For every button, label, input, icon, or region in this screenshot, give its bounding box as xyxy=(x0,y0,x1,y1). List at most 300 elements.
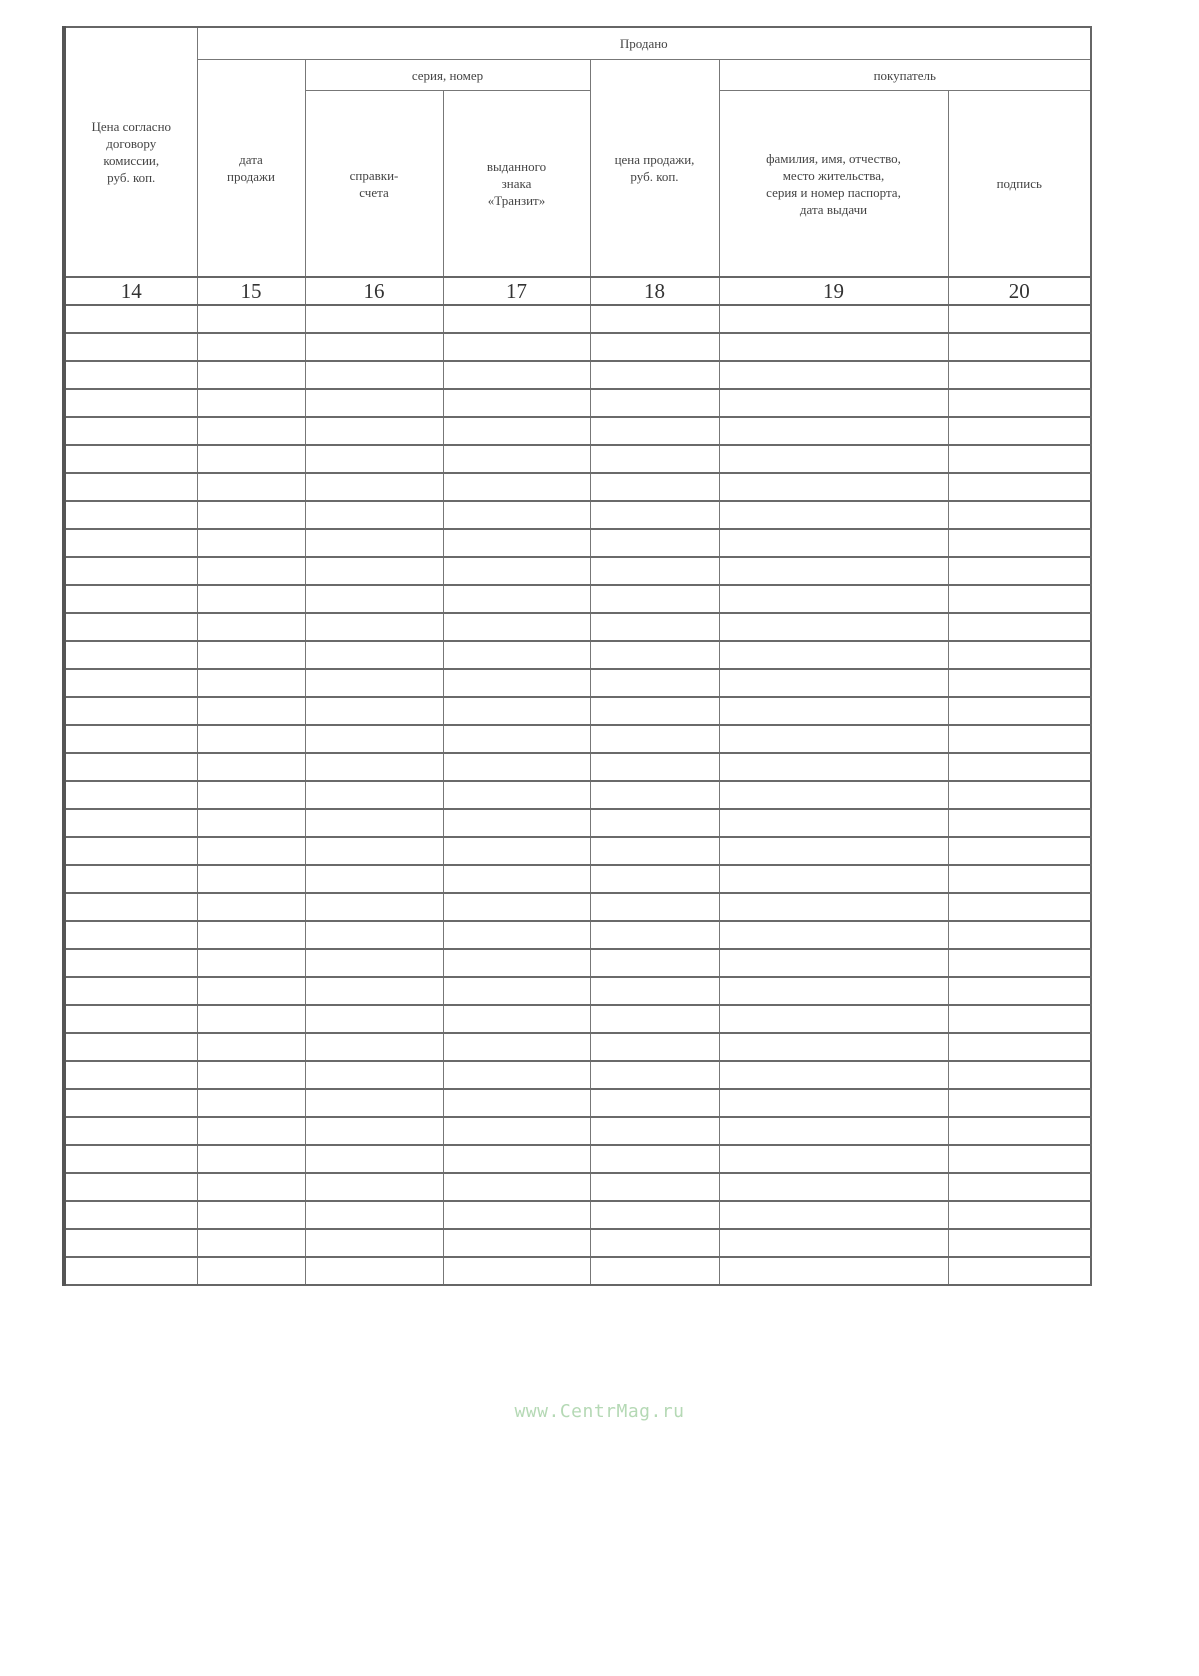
ledger-cell[interactable] xyxy=(948,333,1091,361)
ledger-cell[interactable] xyxy=(197,417,305,445)
ledger-cell[interactable] xyxy=(443,1005,590,1033)
ledger-cell[interactable] xyxy=(443,725,590,753)
ledger-cell[interactable] xyxy=(64,1061,197,1089)
ledger-cell[interactable] xyxy=(197,669,305,697)
ledger-cell[interactable] xyxy=(719,893,948,921)
header-price-by-contract: Цена согласно договору комиссии, руб. коп. xyxy=(64,27,197,277)
ledger-cell[interactable] xyxy=(197,389,305,417)
ledger-cell[interactable] xyxy=(719,1033,948,1061)
ledger-cell[interactable] xyxy=(197,305,305,333)
header-buyer-group: покупатель xyxy=(719,60,1091,91)
ledger-cell[interactable] xyxy=(197,977,305,1005)
ledger-cell[interactable] xyxy=(197,837,305,865)
ledger-cell[interactable] xyxy=(948,641,1091,669)
ledger-cell[interactable] xyxy=(197,753,305,781)
ledger-cell[interactable] xyxy=(719,361,948,389)
ledger-row xyxy=(64,1033,1091,1061)
ledger-cell[interactable] xyxy=(590,1257,719,1285)
ledger-cell[interactable] xyxy=(197,361,305,389)
column-number: 20 xyxy=(948,277,1091,305)
ledger-cell[interactable] xyxy=(590,1117,719,1145)
ledger-cell[interactable] xyxy=(443,753,590,781)
ledger-cell[interactable] xyxy=(719,1229,948,1257)
ledger-cell[interactable] xyxy=(64,473,197,501)
ledger-cell[interactable] xyxy=(305,361,443,389)
ledger-cell[interactable] xyxy=(305,305,443,333)
ledger-cell[interactable] xyxy=(590,389,719,417)
ledger-cell[interactable] xyxy=(443,333,590,361)
ledger-cell[interactable] xyxy=(197,1005,305,1033)
ledger-cell[interactable] xyxy=(590,417,719,445)
ledger-cell[interactable] xyxy=(948,305,1091,333)
ledger-cell[interactable] xyxy=(197,1173,305,1201)
ledger-cell[interactable] xyxy=(443,445,590,473)
ledger-cell[interactable] xyxy=(948,501,1091,529)
ledger-cell[interactable] xyxy=(590,613,719,641)
ledger-cell[interactable] xyxy=(443,697,590,725)
ledger-cell[interactable] xyxy=(197,613,305,641)
ledger-cell[interactable] xyxy=(197,641,305,669)
ledger-cell[interactable] xyxy=(197,1033,305,1061)
ledger-cell[interactable] xyxy=(64,361,197,389)
ledger-cell[interactable] xyxy=(719,1005,948,1033)
column-number: 14 xyxy=(64,277,197,305)
ledger-cell[interactable] xyxy=(64,697,197,725)
ledger-cell[interactable] xyxy=(719,1201,948,1229)
ledger-cell[interactable] xyxy=(948,557,1091,585)
ledger-row xyxy=(64,1145,1091,1173)
ledger-cell[interactable] xyxy=(590,529,719,557)
ledger-cell[interactable] xyxy=(305,893,443,921)
ledger-cell[interactable] xyxy=(590,641,719,669)
ledger-cell[interactable] xyxy=(719,1173,948,1201)
ledger-cell[interactable] xyxy=(64,1257,197,1285)
ledger-cell[interactable] xyxy=(64,809,197,837)
ledger-cell[interactable] xyxy=(590,781,719,809)
ledger-cell[interactable] xyxy=(948,445,1091,473)
ledger-row xyxy=(64,949,1091,977)
ledger-cell[interactable] xyxy=(948,473,1091,501)
ledger-cell[interactable] xyxy=(590,361,719,389)
ledger-cell[interactable] xyxy=(197,949,305,977)
ledger-cell[interactable] xyxy=(590,1173,719,1201)
ledger-cell[interactable] xyxy=(590,1229,719,1257)
ledger-cell[interactable] xyxy=(719,837,948,865)
header-buyer-details: фамилия, имя, отчество, место жительства, серия и номер паспорта, дата выдачи xyxy=(719,91,948,278)
ledger-cell[interactable] xyxy=(948,893,1091,921)
header-sale-date: дата продажи xyxy=(197,60,305,278)
ledger-row xyxy=(64,921,1091,949)
ledger-cell[interactable] xyxy=(305,949,443,977)
ledger-cell[interactable] xyxy=(197,697,305,725)
ledger-cell[interactable] xyxy=(197,1145,305,1173)
ledger-row xyxy=(64,417,1091,445)
ledger-cell[interactable] xyxy=(590,1005,719,1033)
ledger-row xyxy=(64,1257,1091,1285)
ledger-cell[interactable] xyxy=(948,949,1091,977)
ledger-cell[interactable] xyxy=(64,557,197,585)
ledger-cell[interactable] xyxy=(590,1201,719,1229)
ledger-cell[interactable] xyxy=(719,557,948,585)
ledger-row xyxy=(64,669,1091,697)
ledger-cell[interactable] xyxy=(719,977,948,1005)
ledger-cell[interactable] xyxy=(590,893,719,921)
ledger-cell[interactable] xyxy=(64,865,197,893)
ledger-cell[interactable] xyxy=(719,529,948,557)
column-number: 17 xyxy=(443,277,590,305)
header-sale-group: Продано xyxy=(197,27,1091,60)
ledger-cell[interactable] xyxy=(948,1005,1091,1033)
ledger-cell[interactable] xyxy=(948,1145,1091,1173)
ledger-cell[interactable] xyxy=(443,557,590,585)
ledger-cell[interactable] xyxy=(197,585,305,613)
ledger-cell[interactable] xyxy=(64,613,197,641)
ledger-cell[interactable] xyxy=(948,753,1091,781)
ledger-row xyxy=(64,837,1091,865)
ledger-cell[interactable] xyxy=(443,949,590,977)
ledger-cell[interactable] xyxy=(305,809,443,837)
ledger-cell[interactable] xyxy=(305,1229,443,1257)
ledger-cell[interactable] xyxy=(64,1117,197,1145)
ledger-cell[interactable] xyxy=(305,1201,443,1229)
ledger-cell[interactable] xyxy=(305,837,443,865)
ledger-cell[interactable] xyxy=(64,641,197,669)
ledger-cell[interactable] xyxy=(305,529,443,557)
column-number: 18 xyxy=(590,277,719,305)
ledger-cell[interactable] xyxy=(305,781,443,809)
ledger-cell[interactable] xyxy=(948,389,1091,417)
column-number: 16 xyxy=(305,277,443,305)
ledger-cell[interactable] xyxy=(197,865,305,893)
ledger-cell[interactable] xyxy=(948,361,1091,389)
ledger-cell[interactable] xyxy=(948,417,1091,445)
ledger-cell[interactable] xyxy=(719,305,948,333)
ledger-cell[interactable] xyxy=(305,1117,443,1145)
ledger-cell[interactable] xyxy=(305,417,443,445)
ledger-cell[interactable] xyxy=(305,921,443,949)
ledger-cell[interactable] xyxy=(305,865,443,893)
ledger-cell[interactable] xyxy=(197,781,305,809)
ledger-cell[interactable] xyxy=(443,1089,590,1117)
ledger-cell[interactable] xyxy=(197,921,305,949)
ledger-cell[interactable] xyxy=(719,445,948,473)
ledger-cell[interactable] xyxy=(443,361,590,389)
header-series-number-group: серия, номер xyxy=(305,60,590,91)
ledger-row xyxy=(64,501,1091,529)
ledger-cell[interactable] xyxy=(197,445,305,473)
ledger-cell[interactable] xyxy=(719,809,948,837)
ledger-cell[interactable] xyxy=(197,725,305,753)
ledger-cell[interactable] xyxy=(64,1145,197,1173)
ledger-cell[interactable] xyxy=(197,1229,305,1257)
ledger-cell[interactable] xyxy=(590,921,719,949)
ledger-row xyxy=(64,977,1091,1005)
ledger-cell[interactable] xyxy=(443,781,590,809)
ledger-cell[interactable] xyxy=(948,1033,1091,1061)
ledger-cell[interactable] xyxy=(197,893,305,921)
ledger-cell[interactable] xyxy=(305,1145,443,1173)
ledger-cell[interactable] xyxy=(948,725,1091,753)
ledger-cell[interactable] xyxy=(948,529,1091,557)
ledger-cell[interactable] xyxy=(64,977,197,1005)
ledger-cell[interactable] xyxy=(590,865,719,893)
ledger-cell[interactable] xyxy=(719,781,948,809)
ledger-cell[interactable] xyxy=(719,1061,948,1089)
ledger-cell[interactable] xyxy=(719,473,948,501)
ledger-cell[interactable] xyxy=(64,921,197,949)
ledger-cell[interactable] xyxy=(590,1061,719,1089)
ledger-row xyxy=(64,473,1091,501)
ledger-cell[interactable] xyxy=(590,725,719,753)
column-number-row xyxy=(64,277,1091,305)
ledger-cell[interactable] xyxy=(305,753,443,781)
ledger-cell[interactable] xyxy=(719,949,948,977)
ledger-cell[interactable] xyxy=(64,1201,197,1229)
ledger-cell[interactable] xyxy=(719,333,948,361)
ledger-cell[interactable] xyxy=(305,1033,443,1061)
ledger-cell[interactable] xyxy=(948,1201,1091,1229)
ledger-cell[interactable] xyxy=(948,1229,1091,1257)
sales-register-table xyxy=(62,26,1092,1286)
ledger-cell[interactable] xyxy=(443,529,590,557)
ledger-cell[interactable] xyxy=(719,753,948,781)
ledger-cell[interactable] xyxy=(443,865,590,893)
ledger-row xyxy=(64,1061,1091,1089)
ledger-cell[interactable] xyxy=(64,417,197,445)
ledger-cell[interactable] xyxy=(197,1089,305,1117)
ledger-cell[interactable] xyxy=(443,893,590,921)
ledger-cell[interactable] xyxy=(443,1061,590,1089)
ledger-row xyxy=(64,1201,1091,1229)
ledger-cell[interactable] xyxy=(719,1117,948,1145)
ledger-cell[interactable] xyxy=(197,501,305,529)
ledger-row xyxy=(64,1229,1091,1257)
ledger-cell[interactable] xyxy=(948,585,1091,613)
ledger-cell[interactable] xyxy=(590,977,719,1005)
ledger-row xyxy=(64,641,1091,669)
ledger-cell[interactable] xyxy=(64,669,197,697)
ledger-cell[interactable] xyxy=(719,865,948,893)
ledger-cell[interactable] xyxy=(197,1201,305,1229)
ledger-cell[interactable] xyxy=(719,725,948,753)
header-sale-price: цена продажи, руб. коп. xyxy=(590,60,719,278)
ledger-cell[interactable] xyxy=(64,389,197,417)
header-transit-plate-issued: выданного знака «Транзит» xyxy=(443,91,590,278)
ledger-cell[interactable] xyxy=(590,473,719,501)
ledger-cell[interactable] xyxy=(64,949,197,977)
ledger-cell[interactable] xyxy=(64,781,197,809)
ledger-cell[interactable] xyxy=(948,781,1091,809)
ledger-cell[interactable] xyxy=(948,669,1091,697)
ledger-cell[interactable] xyxy=(443,501,590,529)
ledger-row xyxy=(64,809,1091,837)
ledger-cell[interactable] xyxy=(305,1005,443,1033)
ledger-cell[interactable] xyxy=(719,697,948,725)
ledger-cell[interactable] xyxy=(305,445,443,473)
ledger-cell[interactable] xyxy=(948,1117,1091,1145)
ledger-row xyxy=(64,529,1091,557)
ledger-cell[interactable] xyxy=(719,585,948,613)
ledger-cell[interactable] xyxy=(443,641,590,669)
ledger-cell[interactable] xyxy=(64,1005,197,1033)
ledger-cell[interactable] xyxy=(948,613,1091,641)
ledger-cell[interactable] xyxy=(590,501,719,529)
ledger-cell[interactable] xyxy=(948,837,1091,865)
ledger-cell[interactable] xyxy=(948,977,1091,1005)
ledger-cell[interactable] xyxy=(64,725,197,753)
ledger-cell[interactable] xyxy=(197,333,305,361)
ledger-cell[interactable] xyxy=(443,809,590,837)
ledger-cell[interactable] xyxy=(443,1117,590,1145)
ledger-cell[interactable] xyxy=(443,613,590,641)
ledger-row xyxy=(64,445,1091,473)
ledger-cell[interactable] xyxy=(590,1033,719,1061)
ledger-cell[interactable] xyxy=(64,893,197,921)
ledger-cell[interactable] xyxy=(305,389,443,417)
ledger-cell[interactable] xyxy=(64,501,197,529)
ledger-cell[interactable] xyxy=(305,501,443,529)
ledger-cell[interactable] xyxy=(305,669,443,697)
ledger-cell[interactable] xyxy=(590,557,719,585)
ledger-cell[interactable] xyxy=(197,529,305,557)
ledger-cell[interactable] xyxy=(305,473,443,501)
ledger-cell[interactable] xyxy=(443,837,590,865)
ledger-cell[interactable] xyxy=(443,977,590,1005)
ledger-cell[interactable] xyxy=(197,809,305,837)
ledger-cell[interactable] xyxy=(64,585,197,613)
ledger-row xyxy=(64,305,1091,333)
ledger-cell[interactable] xyxy=(443,1257,590,1285)
ledger-cell[interactable] xyxy=(64,445,197,473)
ledger-cell[interactable] xyxy=(197,1061,305,1089)
column-number: 19 xyxy=(719,277,948,305)
ledger-cell[interactable] xyxy=(719,1089,948,1117)
ledger-cell[interactable] xyxy=(443,669,590,697)
ledger-cell[interactable] xyxy=(443,417,590,445)
ledger-cell[interactable] xyxy=(948,1089,1091,1117)
ledger-cell[interactable] xyxy=(64,837,197,865)
ledger-row xyxy=(64,1005,1091,1033)
ledger-cell[interactable] xyxy=(590,809,719,837)
ledger-row xyxy=(64,697,1091,725)
ledger-cell[interactable] xyxy=(590,333,719,361)
ledger-cell[interactable] xyxy=(443,1033,590,1061)
ledger-cell[interactable] xyxy=(590,445,719,473)
ledger-cell[interactable] xyxy=(197,1257,305,1285)
ledger-cell[interactable] xyxy=(305,725,443,753)
ledger-row xyxy=(64,361,1091,389)
ledger-cell[interactable] xyxy=(64,1089,197,1117)
ledger-cell[interactable] xyxy=(64,305,197,333)
ledger-row xyxy=(64,585,1091,613)
ledger-cell[interactable] xyxy=(719,641,948,669)
ledger-cell[interactable] xyxy=(64,333,197,361)
ledger-cell[interactable] xyxy=(305,697,443,725)
ledger-cell[interactable] xyxy=(719,669,948,697)
ledger-cell[interactable] xyxy=(590,837,719,865)
ledger-row xyxy=(64,333,1091,361)
ledger-cell[interactable] xyxy=(64,529,197,557)
ledger-cell[interactable] xyxy=(948,1061,1091,1089)
ledger-cell[interactable] xyxy=(948,697,1091,725)
ledger-cell[interactable] xyxy=(948,921,1091,949)
ledger-cell[interactable] xyxy=(590,949,719,977)
ledger-cell[interactable] xyxy=(197,557,305,585)
header-invoice-certificate: справки- счета xyxy=(305,91,443,278)
header-signature: подпись xyxy=(948,91,1091,278)
ledger-cell[interactable] xyxy=(443,1145,590,1173)
ledger-cell[interactable] xyxy=(197,1117,305,1145)
ledger-cell[interactable] xyxy=(305,1173,443,1201)
ledger-row xyxy=(64,389,1091,417)
ledger-cell[interactable] xyxy=(443,585,590,613)
ledger-cell[interactable] xyxy=(948,865,1091,893)
ledger-cell[interactable] xyxy=(719,417,948,445)
ledger-row xyxy=(64,865,1091,893)
ledger-cell[interactable] xyxy=(305,1089,443,1117)
ledger-cell[interactable] xyxy=(590,1089,719,1117)
ledger-cell[interactable] xyxy=(719,389,948,417)
ledger-cell[interactable] xyxy=(719,613,948,641)
ledger-row xyxy=(64,781,1091,809)
ledger-cell[interactable] xyxy=(590,669,719,697)
ledger-row xyxy=(64,1117,1091,1145)
ledger-cell[interactable] xyxy=(305,557,443,585)
ledger-cell[interactable] xyxy=(948,1173,1091,1201)
ledger-cell[interactable] xyxy=(590,585,719,613)
ledger-cell[interactable] xyxy=(443,1173,590,1201)
column-number: 15 xyxy=(197,277,305,305)
ledger-cell[interactable] xyxy=(443,1201,590,1229)
ledger-row xyxy=(64,557,1091,585)
watermark-text: www.CentrMag.ru xyxy=(514,1401,685,1422)
ledger-cell[interactable] xyxy=(590,305,719,333)
ledger-cell[interactable] xyxy=(719,1257,948,1285)
ledger-cell[interactable] xyxy=(443,305,590,333)
ledger-cell[interactable] xyxy=(443,1229,590,1257)
ledger-row xyxy=(64,613,1091,641)
ledger-cell[interactable] xyxy=(443,921,590,949)
ledger-cell[interactable] xyxy=(719,1145,948,1173)
ledger-cell[interactable] xyxy=(64,753,197,781)
ledger-cell[interactable] xyxy=(719,501,948,529)
ledger-row xyxy=(64,753,1091,781)
ledger-row xyxy=(64,1089,1091,1117)
ledger-cell[interactable] xyxy=(64,1033,197,1061)
ledger-cell[interactable] xyxy=(590,753,719,781)
ledger-cell[interactable] xyxy=(590,1145,719,1173)
ledger-row xyxy=(64,725,1091,753)
ledger-cell[interactable] xyxy=(305,333,443,361)
ledger-cell[interactable] xyxy=(305,613,443,641)
ledger-cell[interactable] xyxy=(305,641,443,669)
ledger-cell[interactable] xyxy=(305,1061,443,1089)
ledger-cell[interactable] xyxy=(305,585,443,613)
ledger-cell[interactable] xyxy=(305,977,443,1005)
ledger-cell[interactable] xyxy=(719,921,948,949)
ledger-cell[interactable] xyxy=(64,1229,197,1257)
ledger-cell[interactable] xyxy=(443,389,590,417)
ledger-row xyxy=(64,893,1091,921)
ledger-row xyxy=(64,1173,1091,1201)
ledger-cell[interactable] xyxy=(948,1257,1091,1285)
ledger-cell[interactable] xyxy=(197,473,305,501)
ledger-cell[interactable] xyxy=(305,1257,443,1285)
ledger-cell[interactable] xyxy=(443,473,590,501)
ledger-cell[interactable] xyxy=(948,809,1091,837)
ledger-cell[interactable] xyxy=(64,1173,197,1201)
ledger-cell[interactable] xyxy=(590,697,719,725)
